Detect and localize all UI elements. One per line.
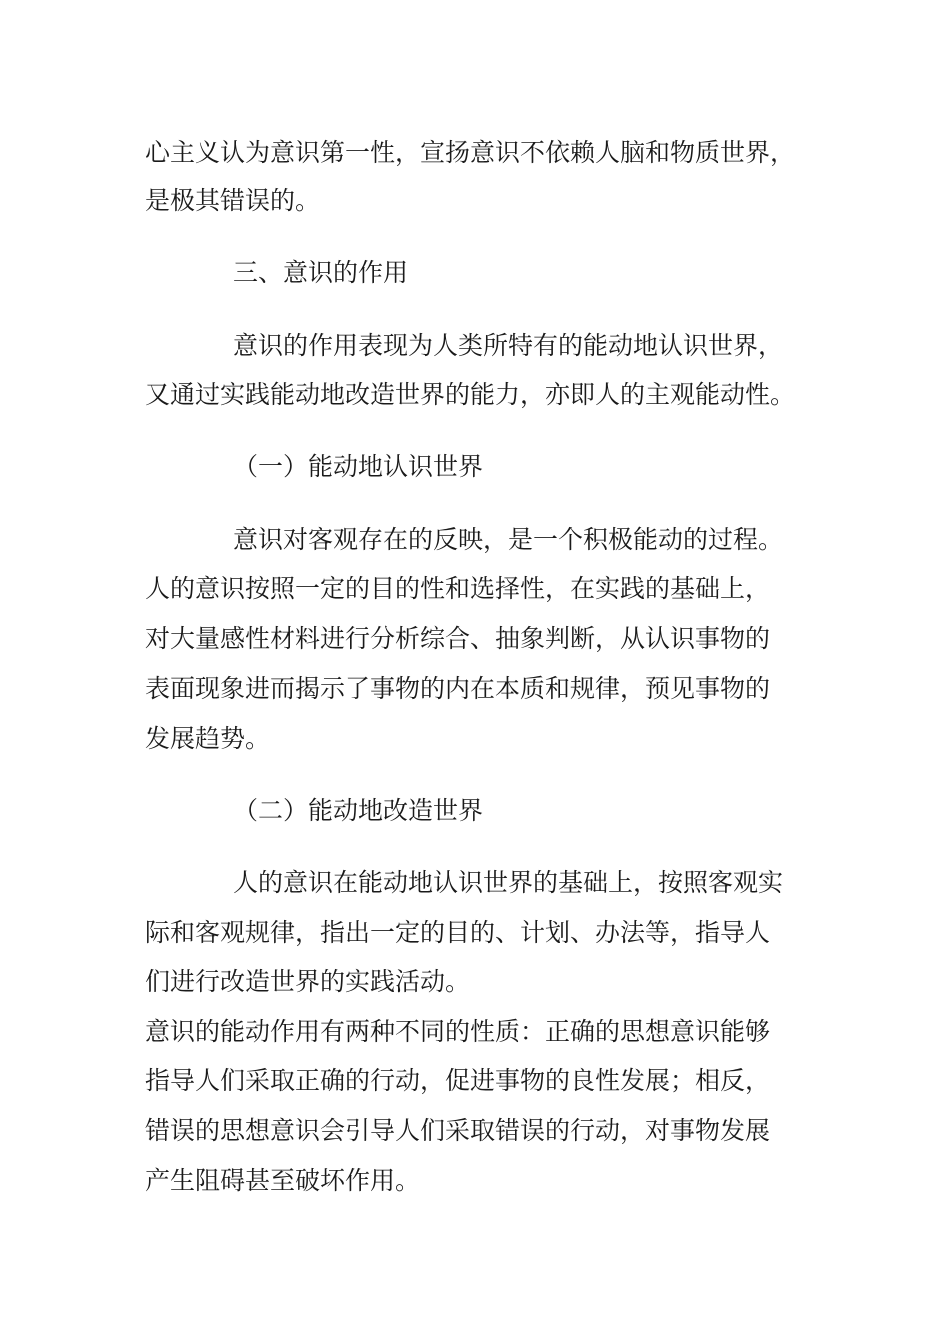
text-line: 发展趋势。 (145, 724, 271, 753)
text-line: 产生阻碍甚至破坏作用。 (145, 1166, 421, 1195)
text-line: 人的意识按照一定的目的性和选择性，在实践的基础上， (145, 574, 771, 603)
text-line: 是极其错误的。 (145, 186, 321, 215)
text-line: 意识的能动作用有两种不同的性质：正确的思想意识能够 (145, 1017, 771, 1046)
text-line: 指导人们采取正确的行动，促进事物的良性发展；相反， (145, 1066, 771, 1095)
text-line: 意识对客观存在的反映，是一个积极能动的过程。 (233, 525, 784, 554)
text-line: 错误的思想意识会引导人们采取错误的行动，对事物发展 (145, 1116, 771, 1145)
text-line: 们进行改造世界的实践活动。 (145, 967, 471, 996)
text-line: 人的意识在能动地认识世界的基础上，按照客观实 (233, 868, 784, 897)
text-line: 表面现象进而揭示了事物的内在本质和规律，预见事物的 (145, 674, 771, 703)
text-line: 际和客观规律，指出一定的目的、计划、办法等，指导人 (145, 918, 771, 947)
text-line: 又通过实践能动地改造世界的能力，亦即人的主观能动性。 (145, 380, 796, 409)
section-heading: 三、意识的作用 (233, 258, 409, 287)
text-line: 心主义认为意识第一性，宣扬意识不依赖人脑和物质世界， (145, 138, 796, 167)
subsection-heading: （二）能动地改造世界 (233, 796, 484, 825)
text-line: 对大量感性材料进行分析综合、抽象判断，从认识事物的 (145, 624, 771, 653)
text-line: 意识的作用表现为人类所特有的能动地认识世界， (233, 331, 784, 360)
subsection-heading: （一）能动地认识世界 (233, 452, 484, 481)
